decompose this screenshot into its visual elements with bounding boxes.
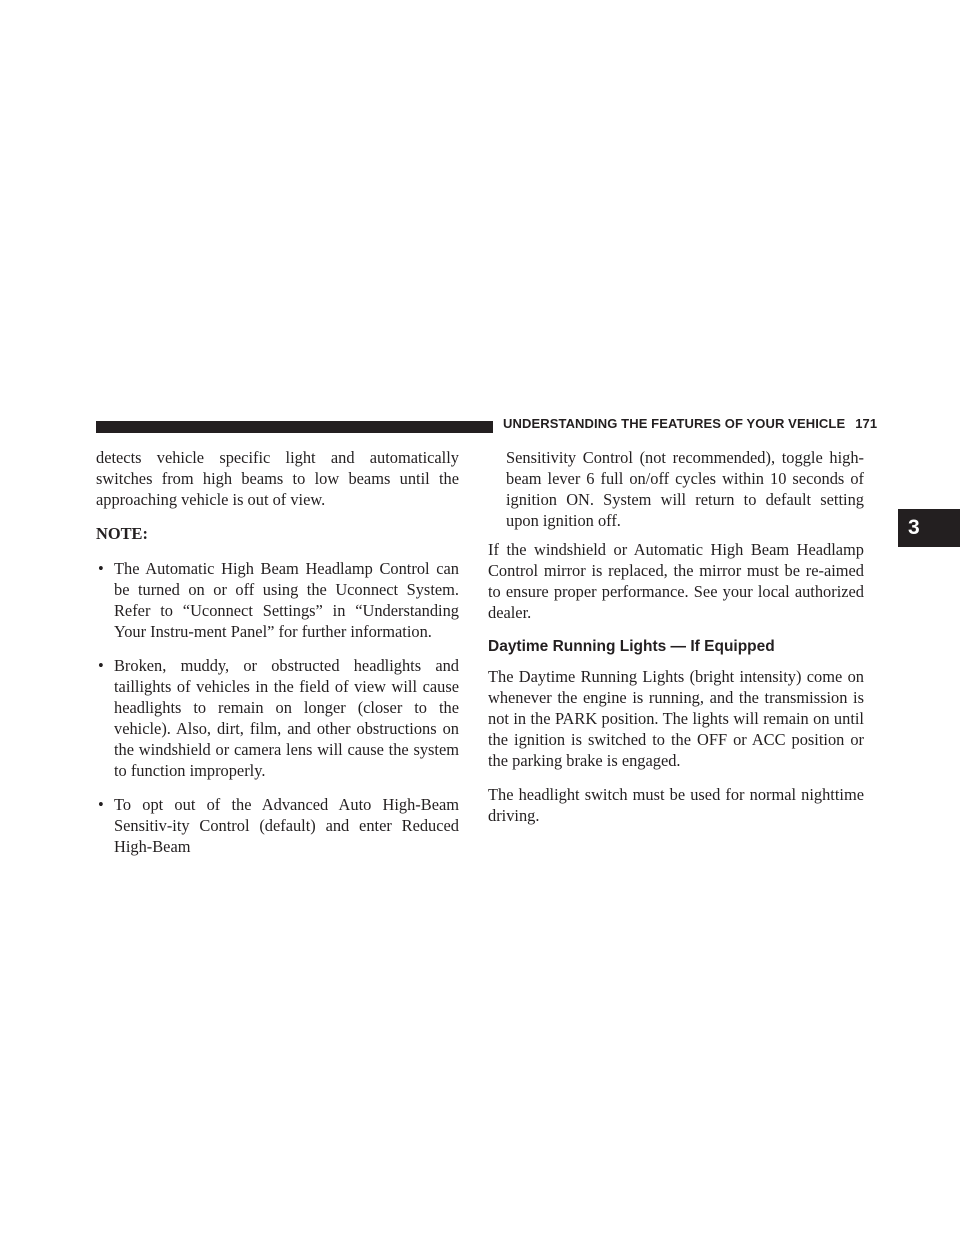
section-heading: Daytime Running Lights — If Equipped: [488, 638, 775, 655]
intro-paragraph: detects vehicle specific light and automatically switches from high beams to low beams until the approaching vehicle is out of view.: [96, 448, 459, 509]
chapter-tab: 3: [898, 509, 960, 547]
mirror-paragraph: If the windshield or Automatic High Beam Headlamp Control mirror is replaced, the mirror must be re-aimed to ensure proper performance. See your local authorized dealer.: [488, 540, 864, 622]
note-label: NOTE:: [96, 524, 148, 543]
left-column: [96, 447, 459, 870]
list-item: [96, 655, 459, 781]
bullet-icon: •: [98, 559, 104, 578]
header-rule-bar: [96, 421, 493, 433]
drl-paragraph: The Daytime Running Lights (bright intensity) come on whenever the engine is running, and the transmission is not in the PARK position. The lights will remain on until the ignition is switched to the OFF or ACC position or the parking brake is engaged.: [488, 667, 864, 770]
list-item: [96, 794, 459, 857]
section-title: UNDERSTANDING THE FEATURES OF YOUR VEHICLE: [503, 416, 846, 431]
headlight-paragraph: The headlight switch must be used for normal nighttime driving.: [488, 785, 864, 825]
bullet-icon: •: [98, 795, 104, 814]
running-header: [503, 416, 877, 431]
list-item: [96, 558, 459, 642]
list-item-text: The Automatic High Beam Headlamp Control can be turned on or off using the Uconnect System. Refer to “Uconnect Settings” in “Understanding Your Instru-ment Panel” for further information.: [114, 559, 459, 641]
bullet-icon: •: [98, 656, 104, 675]
list-item-text: Broken, muddy, or obstructed headlights and taillights of vehicles in the field of view will cause headlights to remain on longer (closer to the vehicle). Also, dirt, film, and other obstructions on the windshield or camera lens will cause the system to function improperly.: [114, 656, 459, 780]
page-number: 171: [855, 416, 878, 431]
list-item-text: To opt out of the Advanced Auto High-Beam Sensitiv-ity Control (default) and enter Reduced High-Beam: [114, 795, 459, 856]
bullet-continuation: Sensitivity Control (not recommended), toggle high-beam lever 6 full on/off cycles within 10 seconds of ignition ON. System will return to default setting upon ignition off.: [506, 448, 864, 530]
right-column: [488, 447, 864, 839]
